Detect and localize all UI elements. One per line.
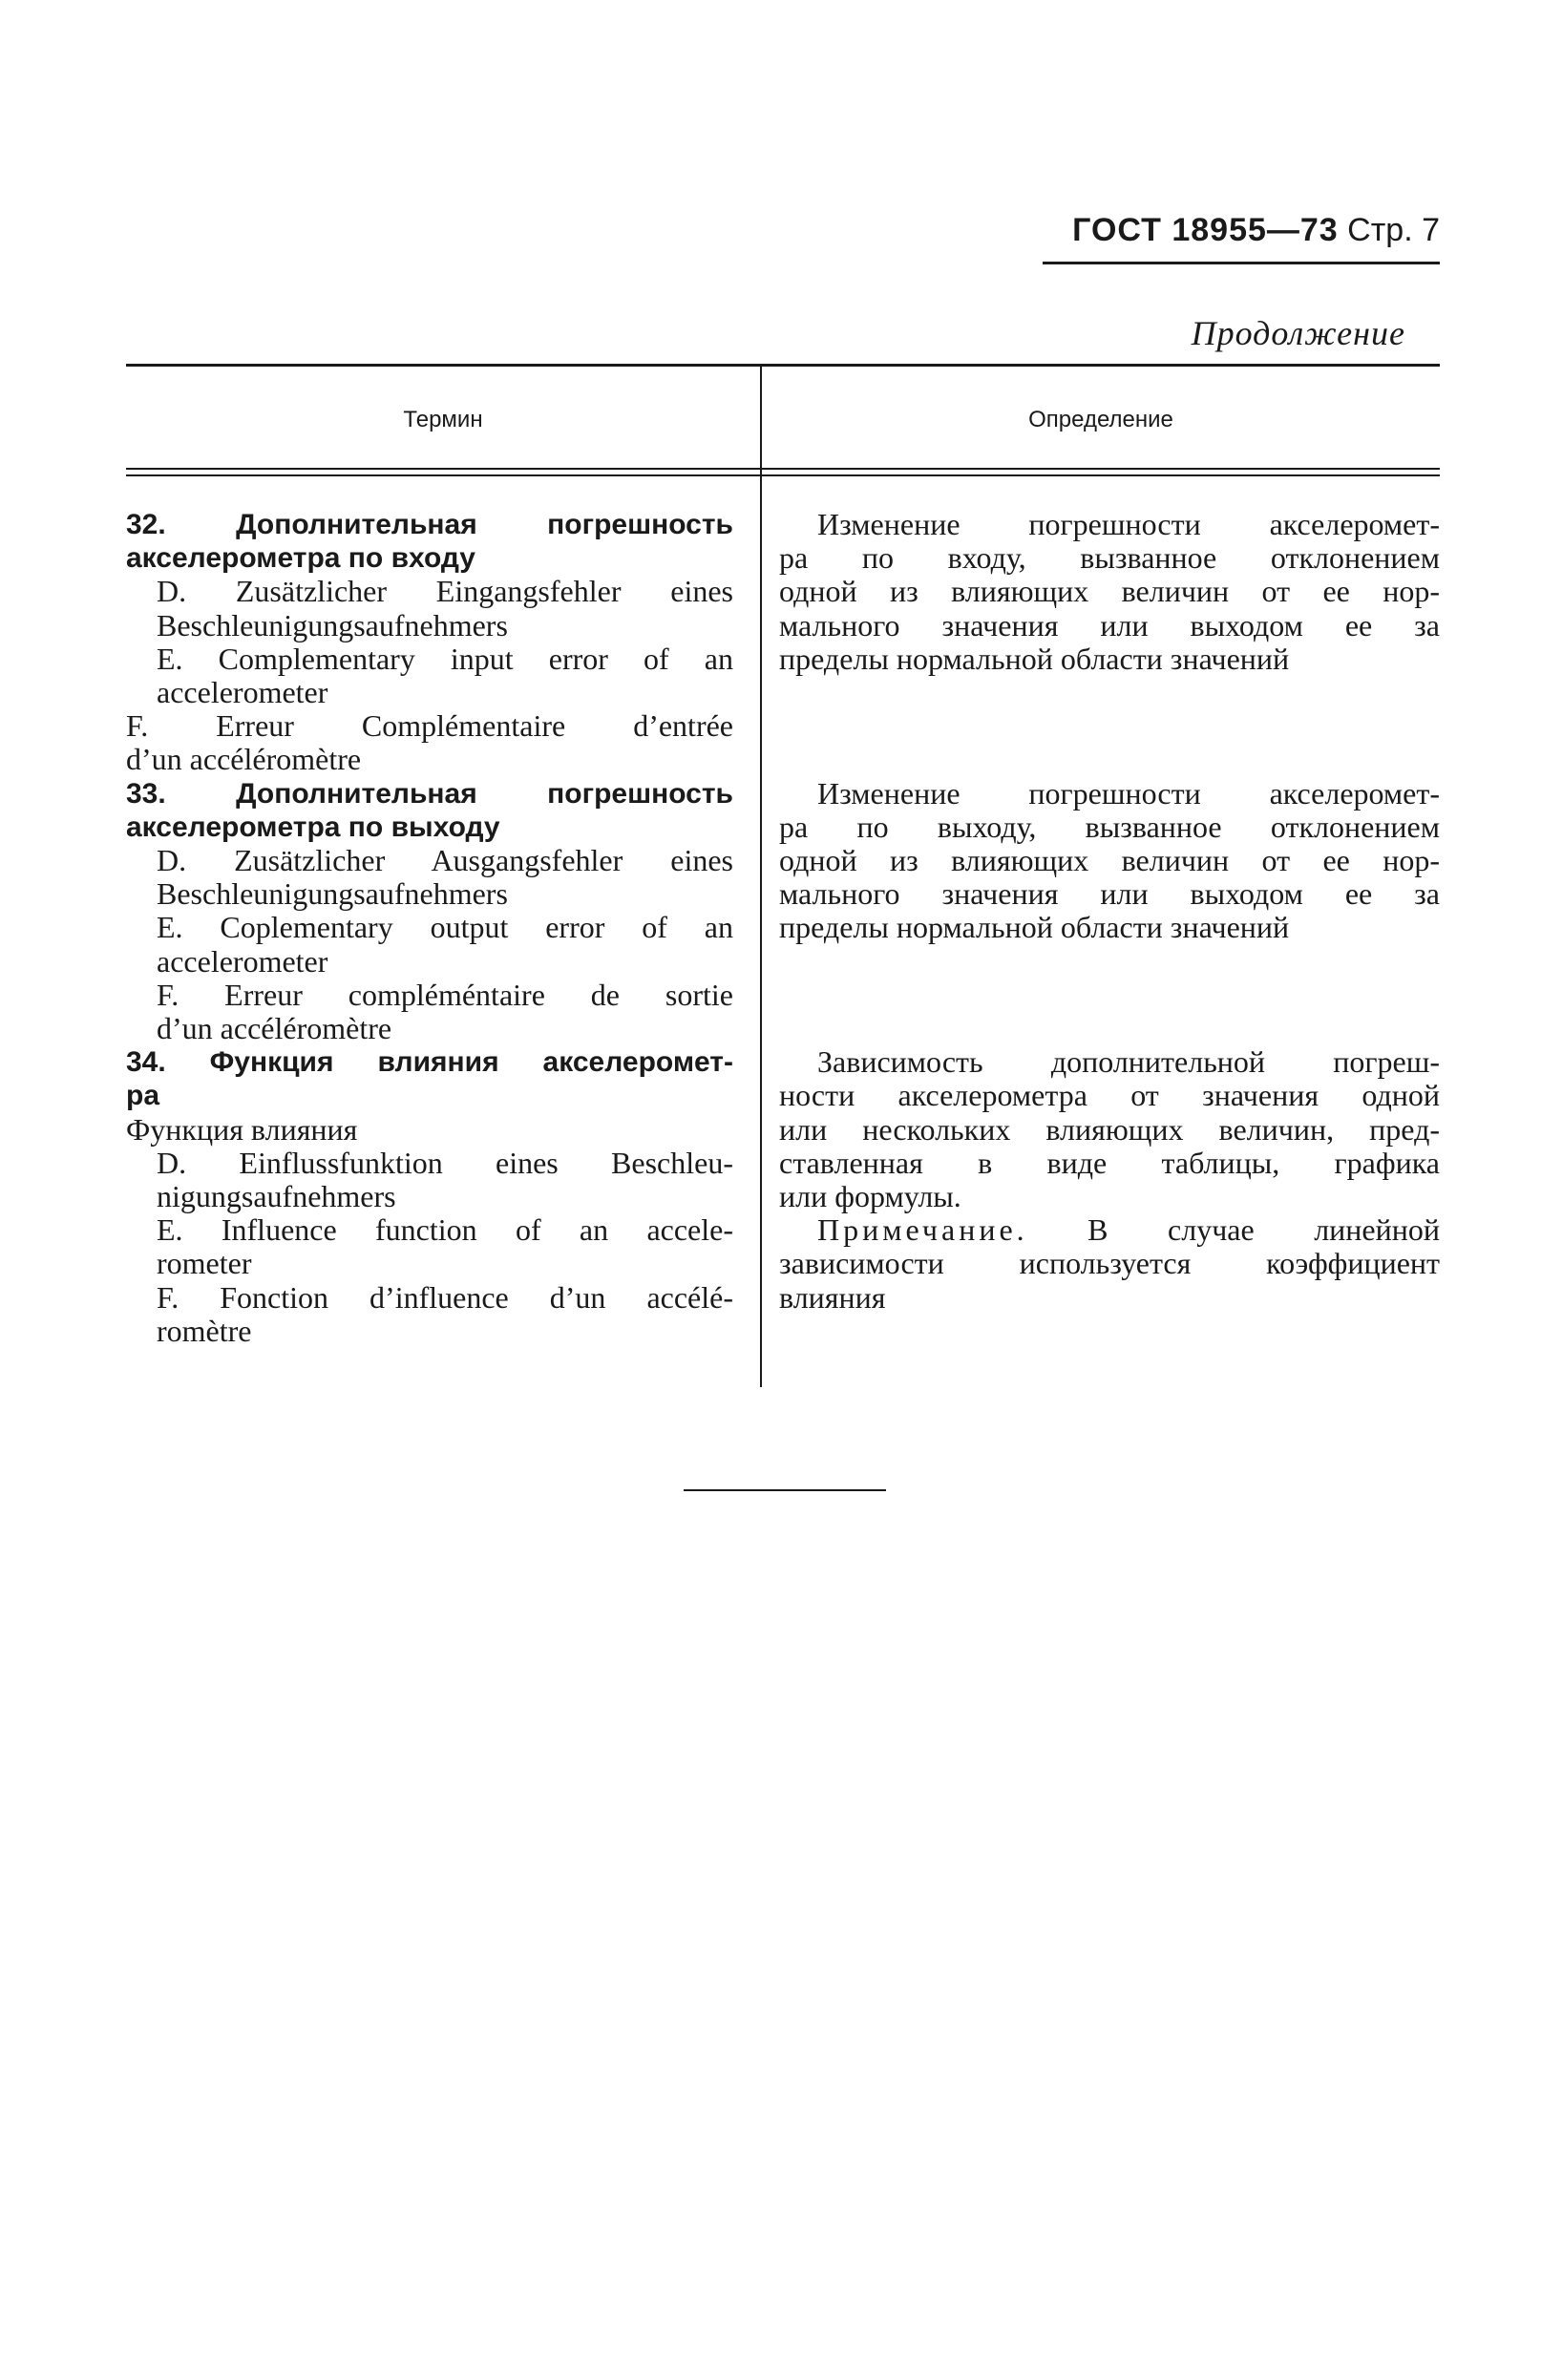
translation-line: E. Influence function of an accele- [157, 1212, 733, 1248]
term-synonym: Функция влияния [126, 1111, 358, 1147]
note-line: влияния [779, 1279, 886, 1315]
translation-line: F. Erreur compléméntaire de sortie [157, 977, 733, 1012]
term-title-line: ра [126, 1080, 160, 1112]
translation-line: Beschleunigungsaufnehmers [157, 876, 508, 912]
column-divider [760, 366, 762, 1387]
term-entry-32 [126, 508, 733, 777]
spacer [779, 676, 1440, 777]
header-rule-upper [126, 468, 1440, 470]
translation-line: E. Coplementary output error of an [157, 910, 733, 945]
definition-line: ности акселерометра от значения одной [779, 1078, 1440, 1113]
column-header-term: Термин [403, 407, 483, 432]
definition-line: ставленная в виде таблицы, графика [779, 1145, 1440, 1180]
definition-line: пределы нормальной области значений [779, 641, 1290, 676]
translation-line: F. Erreur Complémentaire d’entrée [126, 708, 733, 744]
definition-line: или нескольких влияющих величин, пред- [779, 1111, 1440, 1147]
term-title-line: 34. Функция влияния акселеромет- [126, 1046, 733, 1079]
translation-fr [126, 1281, 733, 1348]
translation-line: D. Einflussfunktion eines Beschleu- [157, 1145, 733, 1180]
translation-de [126, 1147, 733, 1213]
term-title-line: акселерометра по входу [126, 542, 475, 575]
term-column [126, 508, 733, 1348]
translation-line: romètre [157, 1313, 252, 1348]
translation-de [126, 575, 733, 642]
standard-number: ГОСТ 18955—73 [1072, 212, 1339, 248]
term-title-line: 33. Дополнительная погрешность [126, 777, 733, 810]
definition-32 [779, 508, 1440, 676]
definition-line: пределы нормальной области значений [779, 910, 1290, 945]
translation-en [126, 1213, 733, 1280]
page-header [1039, 212, 1440, 262]
definition-column [779, 508, 1440, 1315]
translation-line: Beschleunigungsaufnehmers [157, 607, 508, 642]
definition-line: Изменение погрешности акселеромет- [817, 507, 1440, 541]
definition-line: Изменение погрешности акселеромет- [817, 775, 1440, 811]
translation-line: accelerometer [157, 943, 328, 979]
translation-en [126, 911, 733, 978]
translation-line: D. Zusätzlicher Eingangsfehler eines [157, 574, 733, 609]
translation-line: d’un accéléromètre [157, 1011, 392, 1046]
table-top-rule [126, 364, 1440, 367]
term-title-line: акселерометра по выходу [126, 811, 500, 843]
translation-line: nigungsaufnehmers [157, 1179, 396, 1214]
note-line: зависимости используется коэффициент [779, 1246, 1440, 1281]
definition-line: одной из влияющих величин от ее нор- [779, 574, 1440, 609]
definition-33 [779, 777, 1440, 945]
note-label: Примечание. [817, 1212, 1028, 1248]
translation-line: D. Zusätzlicher Ausgangsfehler eines [157, 843, 733, 878]
translation-en [126, 642, 733, 709]
definition-line: мального значения или выходом ее за [779, 607, 1440, 642]
translation-fr [126, 979, 733, 1045]
definition-line: ра по входу, вызванное отклонением [779, 540, 1440, 576]
column-header-definition: Определение [1028, 407, 1173, 432]
header-rule [1043, 262, 1440, 264]
translation-fr [126, 709, 733, 776]
note-text: В случае линейной [1087, 1212, 1440, 1248]
term-entry-34 [126, 1045, 733, 1348]
spacer [779, 945, 1440, 1046]
translation-line: F. Fonction d’influence d’un accélé- [157, 1279, 733, 1315]
definition-line: или формулы. [779, 1179, 961, 1214]
definition-line: одной из влияющих величин от ее нор- [779, 843, 1440, 878]
translation-line: E. Complementary input error of an [157, 641, 733, 676]
definition-line: ра по выходу, вызванное отклонением [779, 809, 1440, 844]
definition-line: мального значения или выходом ее за [779, 876, 1440, 912]
note-line [779, 1213, 1440, 1247]
translation-line: d’un accéléromètre [126, 742, 362, 777]
term-entry-33 [126, 777, 733, 1046]
translation-de [126, 844, 733, 911]
definition-line: Зависимость дополнительной погреш- [817, 1044, 1440, 1080]
page-number: Стр. 7 [1347, 212, 1440, 248]
translation-line: rometer [157, 1246, 252, 1281]
term-title-line: 32. Дополнительная погрешность [126, 509, 733, 540]
continuation-label: Продолжение [1191, 314, 1405, 352]
translation-line: accelerometer [157, 675, 328, 710]
definition-34 [779, 1045, 1440, 1315]
end-rule [684, 1489, 886, 1491]
header-rule-lower [126, 474, 1440, 476]
